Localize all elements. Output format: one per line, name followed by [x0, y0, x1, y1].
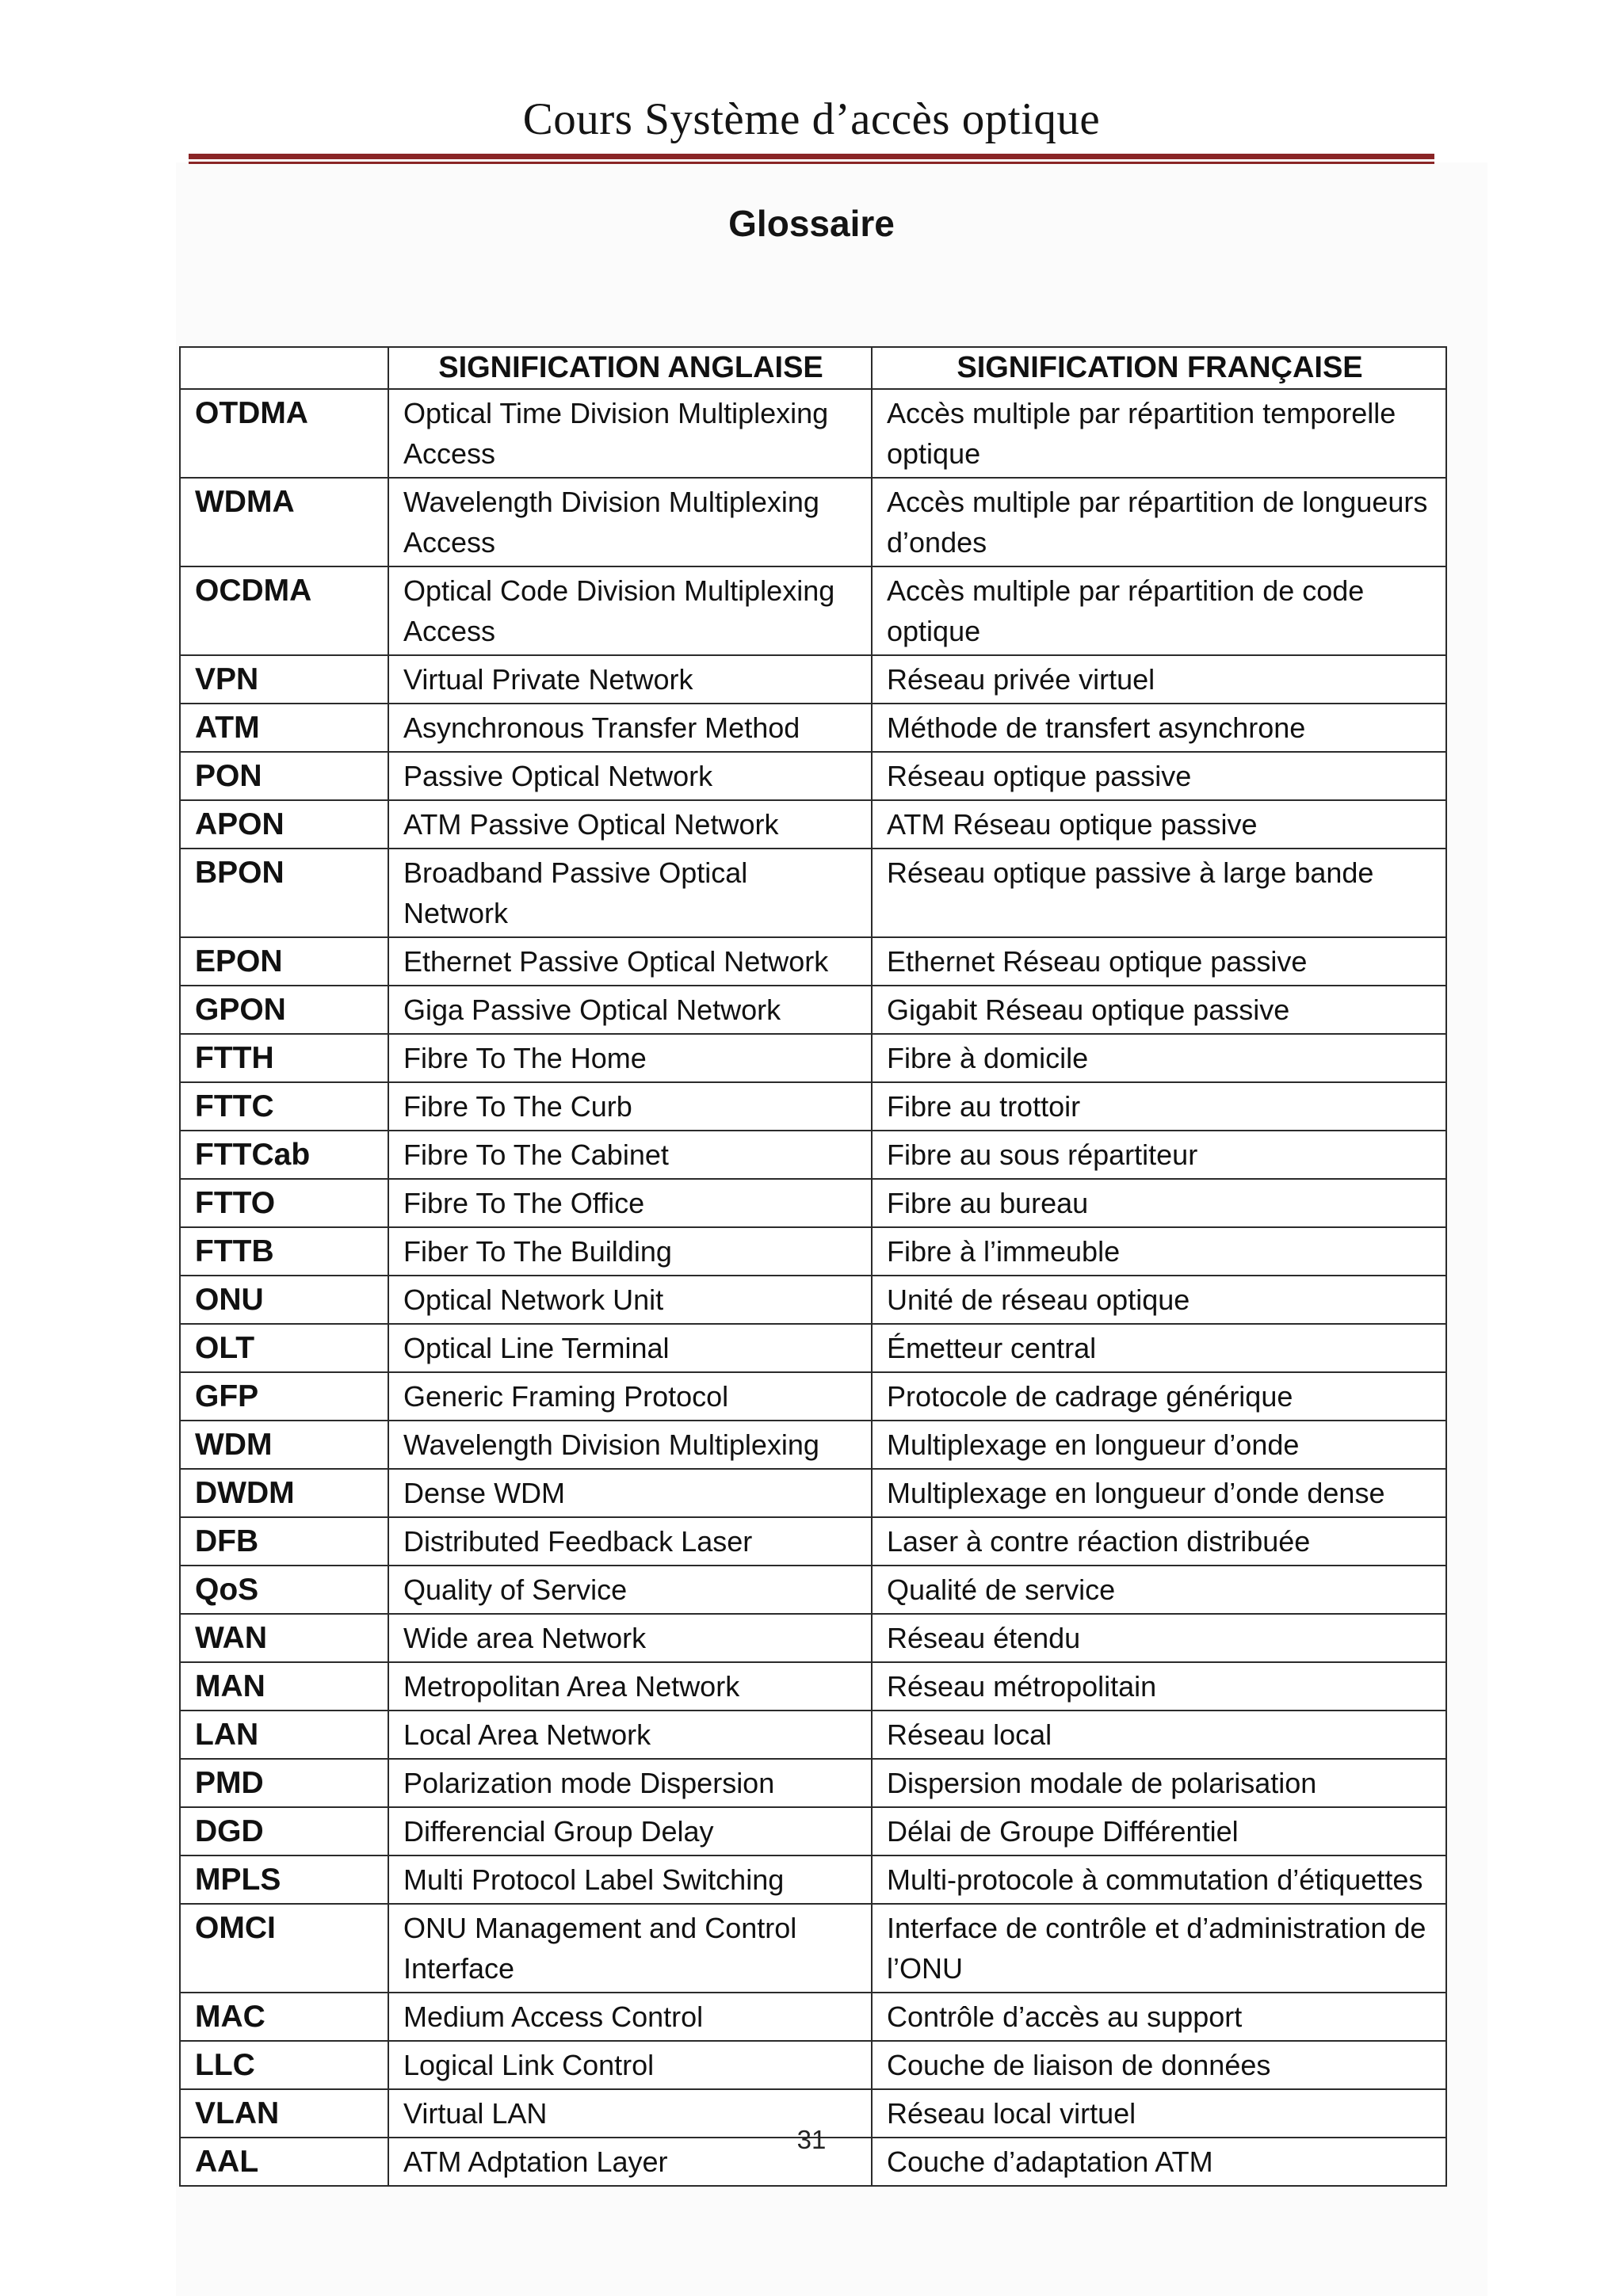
- french-meaning-cell: Qualité de service: [872, 1566, 1446, 1614]
- french-meaning-cell: Accès multiple par répartition de code optique: [872, 566, 1446, 655]
- english-meaning-cell: Ethernet Passive Optical Network: [388, 937, 872, 986]
- table-row: [180, 1711, 1446, 1759]
- english-meaning-cell: Optical Network Unit: [388, 1276, 872, 1324]
- table-row: [180, 478, 1446, 566]
- abbreviation-cell: EPON: [180, 937, 388, 986]
- abbreviation-cell: MAC: [180, 1993, 388, 2041]
- table-row: [180, 2041, 1446, 2089]
- english-meaning-cell: Virtual LAN: [388, 2089, 872, 2138]
- abbreviation-cell: DWDM: [180, 1469, 388, 1517]
- glossary-body: [180, 389, 1446, 2186]
- english-meaning-cell: Optical Time Division Multiplexing Access: [388, 389, 872, 478]
- table-row: [180, 1614, 1446, 1662]
- english-meaning-cell: Optical Line Terminal: [388, 1324, 872, 1372]
- french-meaning-cell: Fibre au bureau: [872, 1179, 1446, 1227]
- table-row: [180, 1662, 1446, 1711]
- abbreviation-cell: LAN: [180, 1711, 388, 1759]
- english-meaning-cell: Metropolitan Area Network: [388, 1662, 872, 1711]
- french-meaning-cell: Réseau métropolitain: [872, 1662, 1446, 1711]
- header-rule-thick: [189, 154, 1434, 159]
- table-row: [180, 1034, 1446, 1082]
- french-meaning-cell: Ethernet Réseau optique passive: [872, 937, 1446, 986]
- french-meaning-cell: Fibre au sous répartiteur: [872, 1131, 1446, 1179]
- french-meaning-cell: Interface de contrôle et d’administration de l’ONU: [872, 1904, 1446, 1993]
- french-meaning-cell: Réseau privée virtuel: [872, 655, 1446, 704]
- english-meaning-cell: Fibre To The Curb: [388, 1082, 872, 1131]
- abbreviation-cell: WDM: [180, 1421, 388, 1469]
- abbreviation-cell: OTDMA: [180, 389, 388, 478]
- abbreviation-cell: FTTH: [180, 1034, 388, 1082]
- abbreviation-cell: VPN: [180, 655, 388, 704]
- english-meaning-cell: Wavelength Division Multiplexing: [388, 1421, 872, 1469]
- table-row: [180, 986, 1446, 1034]
- french-meaning-cell: Méthode de transfert asynchrone: [872, 704, 1446, 752]
- french-meaning-cell: Accès multiple par répartition temporelle optique: [872, 389, 1446, 478]
- glossary-table: [179, 346, 1447, 2187]
- french-meaning-cell: Réseau optique passive à large bande: [872, 849, 1446, 937]
- english-meaning-cell: Passive Optical Network: [388, 752, 872, 800]
- english-meaning-cell: Differencial Group Delay: [388, 1807, 872, 1855]
- french-meaning-cell: Laser à contre réaction distribuée: [872, 1517, 1446, 1566]
- french-meaning-cell: Multiplexage en longueur d’onde: [872, 1421, 1446, 1469]
- page-number: 31: [796, 2125, 827, 2154]
- abbreviation-cell: ONU: [180, 1276, 388, 1324]
- english-meaning-cell: Logical Link Control: [388, 2041, 872, 2089]
- table-row: [180, 752, 1446, 800]
- english-meaning-cell: Polarization mode Dispersion: [388, 1759, 872, 1807]
- english-meaning-cell: ATM Passive Optical Network: [388, 800, 872, 849]
- header-rule-thin: [189, 162, 1434, 164]
- column-header-abbreviation: [180, 347, 388, 389]
- french-meaning-cell: Couche d’adaptation ATM: [872, 2138, 1446, 2186]
- table-row: [180, 566, 1446, 655]
- french-meaning-cell: Multi-protocole à commutation d’étiquettes: [872, 1855, 1446, 1904]
- table-row: [180, 1855, 1446, 1904]
- french-meaning-cell: Réseau optique passive: [872, 752, 1446, 800]
- table-row: [180, 1566, 1446, 1614]
- table-row: [180, 1421, 1446, 1469]
- english-meaning-cell: Fiber To The Building: [388, 1227, 872, 1276]
- english-meaning-cell: Local Area Network: [388, 1711, 872, 1759]
- english-meaning-cell: Fibre To The Home: [388, 1034, 872, 1082]
- french-meaning-cell: Multiplexage en longueur d’onde dense: [872, 1469, 1446, 1517]
- english-meaning-cell: Wide area Network: [388, 1614, 872, 1662]
- table-row: [180, 1179, 1446, 1227]
- english-meaning-cell: Quality of Service: [388, 1566, 872, 1614]
- english-meaning-cell: Generic Framing Protocol: [388, 1372, 872, 1421]
- french-meaning-cell: Fibre au trottoir: [872, 1082, 1446, 1131]
- abbreviation-cell: OLT: [180, 1324, 388, 1372]
- table-row: [180, 1904, 1446, 1993]
- english-meaning-cell: Virtual Private Network: [388, 655, 872, 704]
- table-row: [180, 1276, 1446, 1324]
- french-meaning-cell: ATM Réseau optique passive: [872, 800, 1446, 849]
- french-meaning-cell: Fibre à domicile: [872, 1034, 1446, 1082]
- abbreviation-cell: QoS: [180, 1566, 388, 1614]
- abbreviation-cell: MPLS: [180, 1855, 388, 1904]
- french-meaning-cell: Unité de réseau optique: [872, 1276, 1446, 1324]
- table-row: [180, 1082, 1446, 1131]
- abbreviation-cell: AAL: [180, 2138, 388, 2186]
- table-row: [180, 1469, 1446, 1517]
- abbreviation-cell: GFP: [180, 1372, 388, 1421]
- english-meaning-cell: Wavelength Division Multiplexing Access: [388, 478, 872, 566]
- french-meaning-cell: Réseau local: [872, 1711, 1446, 1759]
- english-meaning-cell: Distributed Feedback Laser: [388, 1517, 872, 1566]
- abbreviation-cell: FTTC: [180, 1082, 388, 1131]
- table-row: [180, 800, 1446, 849]
- table-row: [180, 1372, 1446, 1421]
- abbreviation-cell: PMD: [180, 1759, 388, 1807]
- table-row: [180, 1807, 1446, 1855]
- french-meaning-cell: Fibre à l’immeuble: [872, 1227, 1446, 1276]
- english-meaning-cell: ATM Adptation Layer: [388, 2138, 872, 2186]
- french-meaning-cell: Protocole de cadrage générique: [872, 1372, 1446, 1421]
- table-row: [180, 937, 1446, 986]
- abbreviation-cell: FTTB: [180, 1227, 388, 1276]
- table-row: [180, 1759, 1446, 1807]
- abbreviation-cell: ATM: [180, 704, 388, 752]
- french-meaning-cell: Délai de Groupe Différentiel: [872, 1807, 1446, 1855]
- abbreviation-cell: WDMA: [180, 478, 388, 566]
- french-meaning-cell: Accès multiple par répartition de longueurs d’ondes: [872, 478, 1446, 566]
- english-meaning-cell: Fibre To The Cabinet: [388, 1131, 872, 1179]
- french-meaning-cell: Réseau local virtuel: [872, 2089, 1446, 2138]
- french-meaning-cell: Dispersion modale de polarisation: [872, 1759, 1446, 1807]
- french-meaning-cell: Gigabit Réseau optique passive: [872, 986, 1446, 1034]
- french-meaning-cell: Contrôle d’accès au support: [872, 1993, 1446, 2041]
- abbreviation-cell: DGD: [180, 1807, 388, 1855]
- abbreviation-cell: BPON: [180, 849, 388, 937]
- running-header: Cours Système d’accès optique: [522, 94, 1101, 144]
- abbreviation-cell: GPON: [180, 986, 388, 1034]
- abbreviation-cell: FTTCab: [180, 1131, 388, 1179]
- french-meaning-cell: Couche de liaison de données: [872, 2041, 1446, 2089]
- french-meaning-cell: Réseau étendu: [872, 1614, 1446, 1662]
- english-meaning-cell: Multi Protocol Label Switching: [388, 1855, 872, 1904]
- english-meaning-cell: Optical Code Division Multiplexing Access: [388, 566, 872, 655]
- english-meaning-cell: Broadband Passive Optical Network: [388, 849, 872, 937]
- abbreviation-cell: VLAN: [180, 2089, 388, 2138]
- abbreviation-cell: OCDMA: [180, 566, 388, 655]
- table-row: [180, 1517, 1446, 1566]
- table-row: [180, 1324, 1446, 1372]
- column-header-english: SIGNIFICATION ANGLAISE: [388, 347, 872, 389]
- abbreviation-cell: FTTO: [180, 1179, 388, 1227]
- english-meaning-cell: Dense WDM: [388, 1469, 872, 1517]
- abbreviation-cell: LLC: [180, 2041, 388, 2089]
- table-row: [180, 1227, 1446, 1276]
- page-title: Glossaire: [728, 203, 895, 244]
- english-meaning-cell: Asynchronous Transfer Method: [388, 704, 872, 752]
- table-row: [180, 389, 1446, 478]
- english-meaning-cell: ONU Management and Control Interface: [388, 1904, 872, 1993]
- english-meaning-cell: Giga Passive Optical Network: [388, 986, 872, 1034]
- column-header-french: SIGNIFICATION FRANÇAISE: [872, 347, 1446, 389]
- abbreviation-cell: MAN: [180, 1662, 388, 1711]
- abbreviation-cell: OMCI: [180, 1904, 388, 1993]
- french-meaning-cell: Émetteur central: [872, 1324, 1446, 1372]
- table-row: [180, 655, 1446, 704]
- table-row: [180, 1993, 1446, 2041]
- abbreviation-cell: DFB: [180, 1517, 388, 1566]
- abbreviation-cell: WAN: [180, 1614, 388, 1662]
- table-row: [180, 1131, 1446, 1179]
- abbreviation-cell: PON: [180, 752, 388, 800]
- table-row: [180, 704, 1446, 752]
- table-row: [180, 849, 1446, 937]
- english-meaning-cell: Fibre To The Office: [388, 1179, 872, 1227]
- abbreviation-cell: APON: [180, 800, 388, 849]
- english-meaning-cell: Medium Access Control: [388, 1993, 872, 2041]
- table-header-row: [180, 347, 1446, 389]
